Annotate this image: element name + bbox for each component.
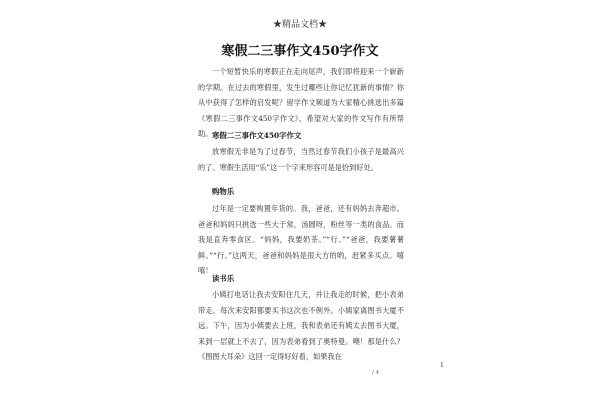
page-side-number: 1 [440, 362, 444, 369]
heading-shopping: 购物乐 [212, 187, 235, 196]
intro-paragraph: 一个短暂快乐的寒假正在走向尾声，我们即将迎来一个崭新的学期。在过去的寒假里，发生过哪些让你记忆犹新的事情？你从中获得了怎样的启发呢？留学作文频道为大家精心挑选出多篇《寒假二三事作文450字作文》，希望对大家的作文写作有所帮助。 [198, 67, 404, 139]
paragraph-3: 小姨打电话让我去安阳住几天，并让我走的时候，把小表弟带走。每次来安阳都要买书这次也不例外。小姨家离图书大厦不远。下午，因为小姨要去上班，我和表弟还有姨太去图书大厦，来到一层就上不去了，因为表弟看到了奥特曼。噢！那是什么？《图图大耳朵》这回一定得好好看，如果我在 [198, 290, 404, 362]
paragraph-2: 过年是一定要购置年货的。我，爸爸，还有妈妈去奔超市。爸爸和妈妈只挑选一些大于常，汤圆呀，粉丝等一类的食品。而我是直奔零食区。“妈妈，我要奶茶。”“行。”“爸爸，我要薯薯鲜。”“行。”这两天，爸爸和妈妈是很大方的哟，赶紧多买点。嘻嘻！ [198, 204, 404, 276]
heading-reading: 读书乐 [212, 274, 235, 283]
subtitle: 寒假二三事作文450字作文 [212, 131, 302, 140]
paragraph-1: 放寒假无非是为了过春节，当然过春节我们小孩子是最高兴的了。寒假生活用“乐”这一个字来形容可是是恰到好处。 [198, 147, 404, 172]
document-header: ★精品文档★ [272, 20, 327, 30]
page-number: / 4 [372, 370, 380, 376]
page-title: 寒假二三事作文450字作文 [221, 44, 379, 59]
